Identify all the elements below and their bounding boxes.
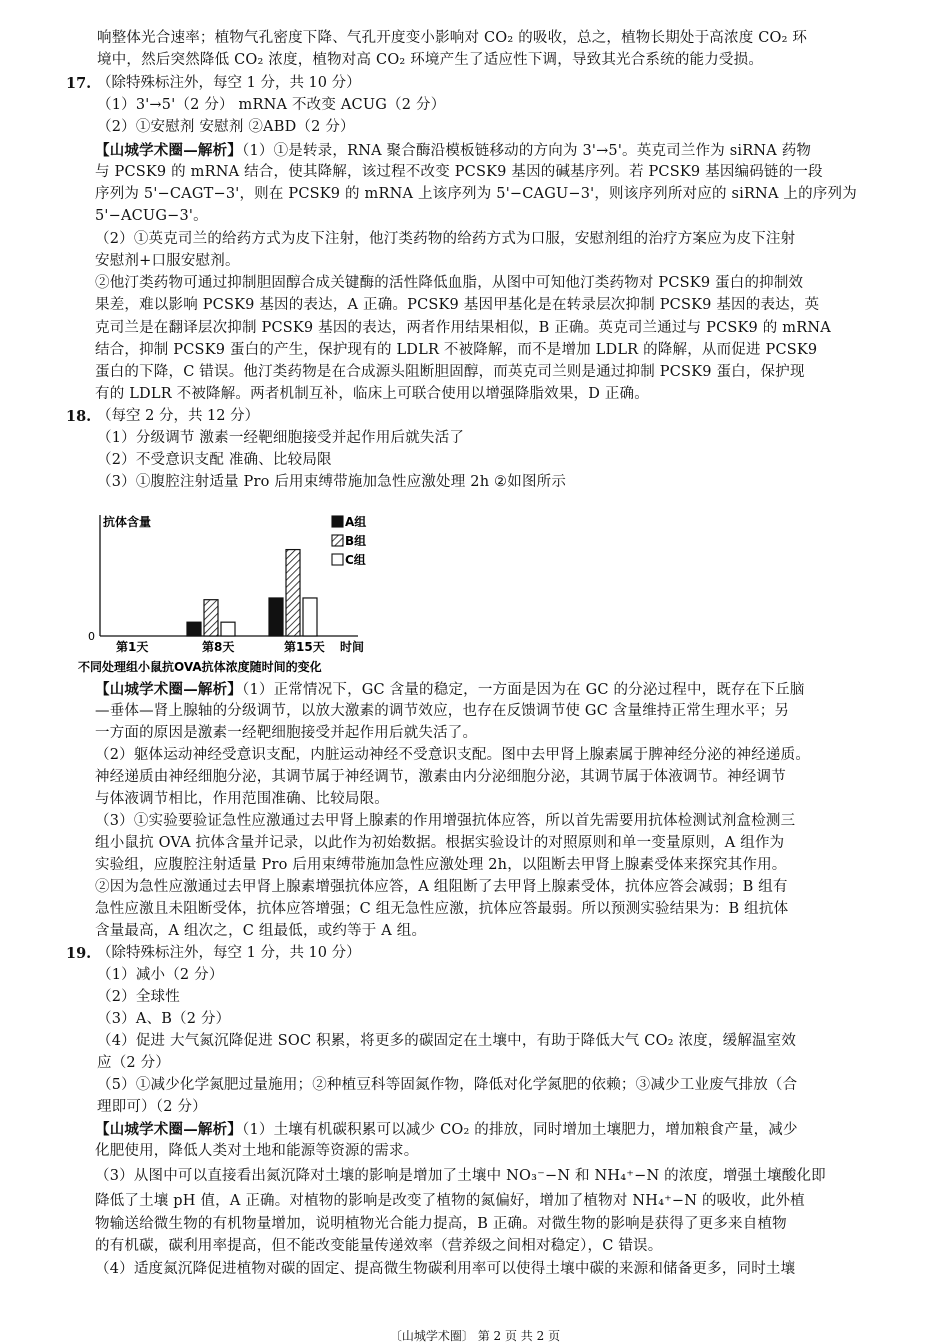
x-tick-label: 第1天 xyxy=(116,640,149,654)
analysis-line: 结合，抑制 PCSK9 蛋白的产生，保护现有的 LDLR 不被降解，而不是增加 LDLR 的降解，从而促进 PCSK9 xyxy=(95,342,818,358)
analysis-line xyxy=(95,1119,890,1142)
question-header: （除特殊标注外，每空 1 分，共 10 分） xyxy=(97,945,361,961)
analysis-line xyxy=(95,140,890,163)
analysis-line: （3）①实验要验证急性应激通过去甲肾上腺素的作用增强抗体应答，所以首先需要用抗体检测试剂盒检测三 xyxy=(95,813,796,829)
analysis-line: 的有机碳，碳利用率提高，但不能改变能量传递效率（营养级之间相对稳定），C 错误。 xyxy=(95,1238,663,1254)
analysis-line: —垂体—肾上腺轴的分级调节，以放大激素的调节效应，也存在反馈调节使 GC 含量维持正常生理水平；另 xyxy=(95,703,790,719)
answer-line: （3）①腹腔注射适量 Pro 后用束缚带施加急性应激处理 2h ②如图所示 xyxy=(97,474,567,490)
bar-C组 xyxy=(303,598,317,636)
analysis-tag: 【山城学术圈—解析】 xyxy=(95,142,242,159)
analysis-line: 含量最高，A 组次之，C 组最低，或约等于 A 组。 xyxy=(95,923,427,939)
analysis-line: （4）适度氮沉降促进植物对碳的固定、提高微生物碳利用率可以使得土壤中碳的来源和储备更多，同时土壤 xyxy=(95,1261,796,1277)
legend-swatch xyxy=(332,516,343,527)
analysis-line: ②他汀类药物可通过抑制胆固醇合成关键酶的活性降低血脂，从图中可知他汀类药物对 PCSK9 蛋白的抑制效 xyxy=(95,275,804,291)
analysis-line: 序列为 5'−CAGT−3'，则在 PCSK9 的 mRNA 上该序列为 5'−CAGU−3'，则该序列所对应的 siRNA 上的序列为 xyxy=(95,186,857,202)
analysis-line: 神经递质由神经细胞分泌，其调节属于神经调节，激素由内分泌细胞分泌，其调节属于体液调节。神经调节 xyxy=(95,769,786,785)
answer-line: （2）①安慰剂 安慰剂 ②ABD（2 分） xyxy=(97,119,355,135)
bar-A组 xyxy=(269,598,283,636)
bar-A组 xyxy=(187,622,201,636)
answer-line: （1）3'→5'（2 分） mRNA 不改变 ACUG（2 分） xyxy=(97,97,446,113)
question-number: 18. xyxy=(66,408,92,425)
question-number: 19. xyxy=(66,945,92,962)
bar-B组 xyxy=(204,600,218,636)
y-axis-label: 抗体含量 xyxy=(103,515,152,529)
bar-B组 xyxy=(286,550,300,636)
question-header: （除特殊标注外，每空 1 分，共 10 分） xyxy=(97,75,361,91)
bar-C组 xyxy=(221,622,235,636)
analysis-line: （2）躯体运动神经受意识支配，内脏运动神经不受意识支配。图中去甲肾上腺素属于脾神经分泌的神经递质。 xyxy=(95,747,811,763)
analysis-line: 蛋白的下降，C 错误。他汀类药物是在合成源头阻断胆固醇，而英克司兰则是通过抑制 PCSK9 蛋白，保护现 xyxy=(95,364,805,380)
question-header: （每空 2 分，共 12 分） xyxy=(97,408,260,424)
legend-label: A组 xyxy=(345,515,367,529)
legend-label: B组 xyxy=(345,534,367,548)
analysis-line: 5'−ACUG−3'。 xyxy=(95,208,208,224)
page-footer: 〔山城学术圈〕 第 2 页 共 2 页 xyxy=(389,1329,561,1343)
legend-swatch xyxy=(332,535,343,546)
analysis-line: 急性应激且未阻断受体，抗体应答增强；C 组无急性应激，抗体应答最弱。所以预测实验结果为：B 组抗体 xyxy=(95,901,789,917)
answer-line: （2）全球性 xyxy=(97,989,180,1005)
answer-line: （4）促进 大气氮沉降促进 SOC 积累，将更多的碳固定在土壤中，有助于降低大气 CO₂ 浓度，缓解温室效 xyxy=(97,1033,797,1049)
antibody-bar-chart xyxy=(78,505,398,677)
analysis-line: 一方面的原因是激素一经靶细胞接受并起作用后就失活了。 xyxy=(95,725,478,741)
analysis-line xyxy=(95,679,890,702)
analysis-line: 有的 LDLR 不被降解。两者机制互补，临床上可联合使用以增强降脂效果，D 正确。 xyxy=(95,386,649,402)
answer-line: （1）分级调节 激素一经靶细胞接受并起作用后就失活了 xyxy=(97,430,465,446)
legend-label: C组 xyxy=(345,553,366,567)
analysis-line: 安慰剂+口服安慰剂。 xyxy=(95,253,240,269)
answer-line: 应（2 分） xyxy=(97,1055,171,1071)
analysis-line: 实验组，应腹腔注射适量 Pro 后用束缚带施加急性应激处理 2h，以阻断去甲肾上腺素受体来探究其作用。 xyxy=(95,857,787,873)
x-tick-label: 第15天 xyxy=(284,640,325,654)
analysis-line: 与 PCSK9 的 mRNA 结合，使其降解，该过程不改变 PCSK9 基因的碱基序列。若 PCSK9 基因编码链的一段 xyxy=(95,164,823,180)
answer-line: （2）不受意识支配 准确、比较局限 xyxy=(97,452,332,468)
analysis-tag: 【山城学术圈—解析】 xyxy=(95,1121,242,1138)
origin-label: 0 xyxy=(88,630,95,643)
analysis-text: （1）正常情况下，GC 含量的稳定，一方面是因为在 GC 的分泌过程中，既存在下丘脑 xyxy=(242,682,805,698)
analysis-line: （3）从图中可以直接看出氮沉降对土壤的影响是增加了土壤中 NO₃⁻−N 和 NH₄⁺−N 的浓度，增强土壤酸化即 xyxy=(95,1168,826,1184)
analysis-line: 果差，难以影响 PCSK9 基因的表达，A 正确。PCSK9 基因甲基化是在转录层次抑制 PCSK9 基因的表达，英 xyxy=(95,297,820,313)
analysis-text: （1）土壤有机碳积累可以减少 CO₂ 的排放，同时增加土壤肥力，增加粮食产量，减少 xyxy=(242,1122,798,1138)
analysis-text: （1）①是转录，RNA 聚合酶沿模板链移动的方向为 3'→5'。英克司兰作为 siRNA 药物 xyxy=(242,143,812,159)
analysis-line: 与体液调节相比，作用范围准确、比较局限。 xyxy=(95,791,389,807)
x-tick-label: 第8天 xyxy=(202,640,235,654)
text-line: 境中，然后突然降低 CO₂ 浓度，植物对高 CO₂ 环境产生了适应性下调，导致其光合系统的能力受损。 xyxy=(97,52,764,68)
analysis-line: 物输送给微生物的有机物量增加，说明植物光合能力提高，B 正确。对微生物的影响是获得了更多来自植物 xyxy=(95,1216,787,1232)
analysis-line: （2）①英克司兰的给药方式为皮下注射，他汀类药物的给药方式为口服，安慰剂组的治疗方案应为皮下注射 xyxy=(95,231,796,247)
x-axis-label: 时间 xyxy=(340,640,365,654)
analysis-line: 化肥使用，降低人类对土地和能源等资源的需求。 xyxy=(95,1143,419,1159)
analysis-line: ②因为急性应激通过去甲肾上腺素增强抗体应答，A 组阻断了去甲肾上腺素受体，抗体应答会减弱；B 组有 xyxy=(95,879,788,895)
analysis-line: 克司兰是在翻译层次抑制 PCSK9 基因的表达，两者作用结果相似，B 正确。英克司兰通过与 PCSK9 的 mRNA xyxy=(95,320,831,336)
analysis-tag: 【山城学术圈—解析】 xyxy=(95,681,242,698)
analysis-line: 降低了土壤 pH 值，A 正确。对植物的影响是改变了植物的氮偏好，增加了植物对 NH₄⁺−N 的吸收，此外植 xyxy=(95,1193,805,1209)
legend-swatch xyxy=(332,554,343,565)
answer-line: （1）减小（2 分） xyxy=(97,967,224,983)
question-number: 17. xyxy=(66,75,92,92)
answer-line: （3）A、B（2 分） xyxy=(97,1011,231,1027)
answer-line: 理即可）（2 分） xyxy=(97,1099,207,1115)
chart-caption: 不同处理组小鼠抗OVA抗体浓度随时间的变化 xyxy=(78,660,322,674)
text-line: 响整体光合速率；植物气孔密度下降、气孔开度变小影响对 CO₂ 的吸收，总之，植物长期处于高浓度 CO₂ 环 xyxy=(97,30,808,46)
answer-line: （5）①减少化学氮肥过量施用；②种植豆科等固氮作物，降低对化学氮肥的依赖；③减少工业废气排放（合 xyxy=(97,1077,798,1093)
analysis-line: 组小鼠抗 OVA 抗体含量并记录，以此作为初始数据。根据实验设计的对照原则和单一变量原则，A 组作为 xyxy=(95,835,785,851)
